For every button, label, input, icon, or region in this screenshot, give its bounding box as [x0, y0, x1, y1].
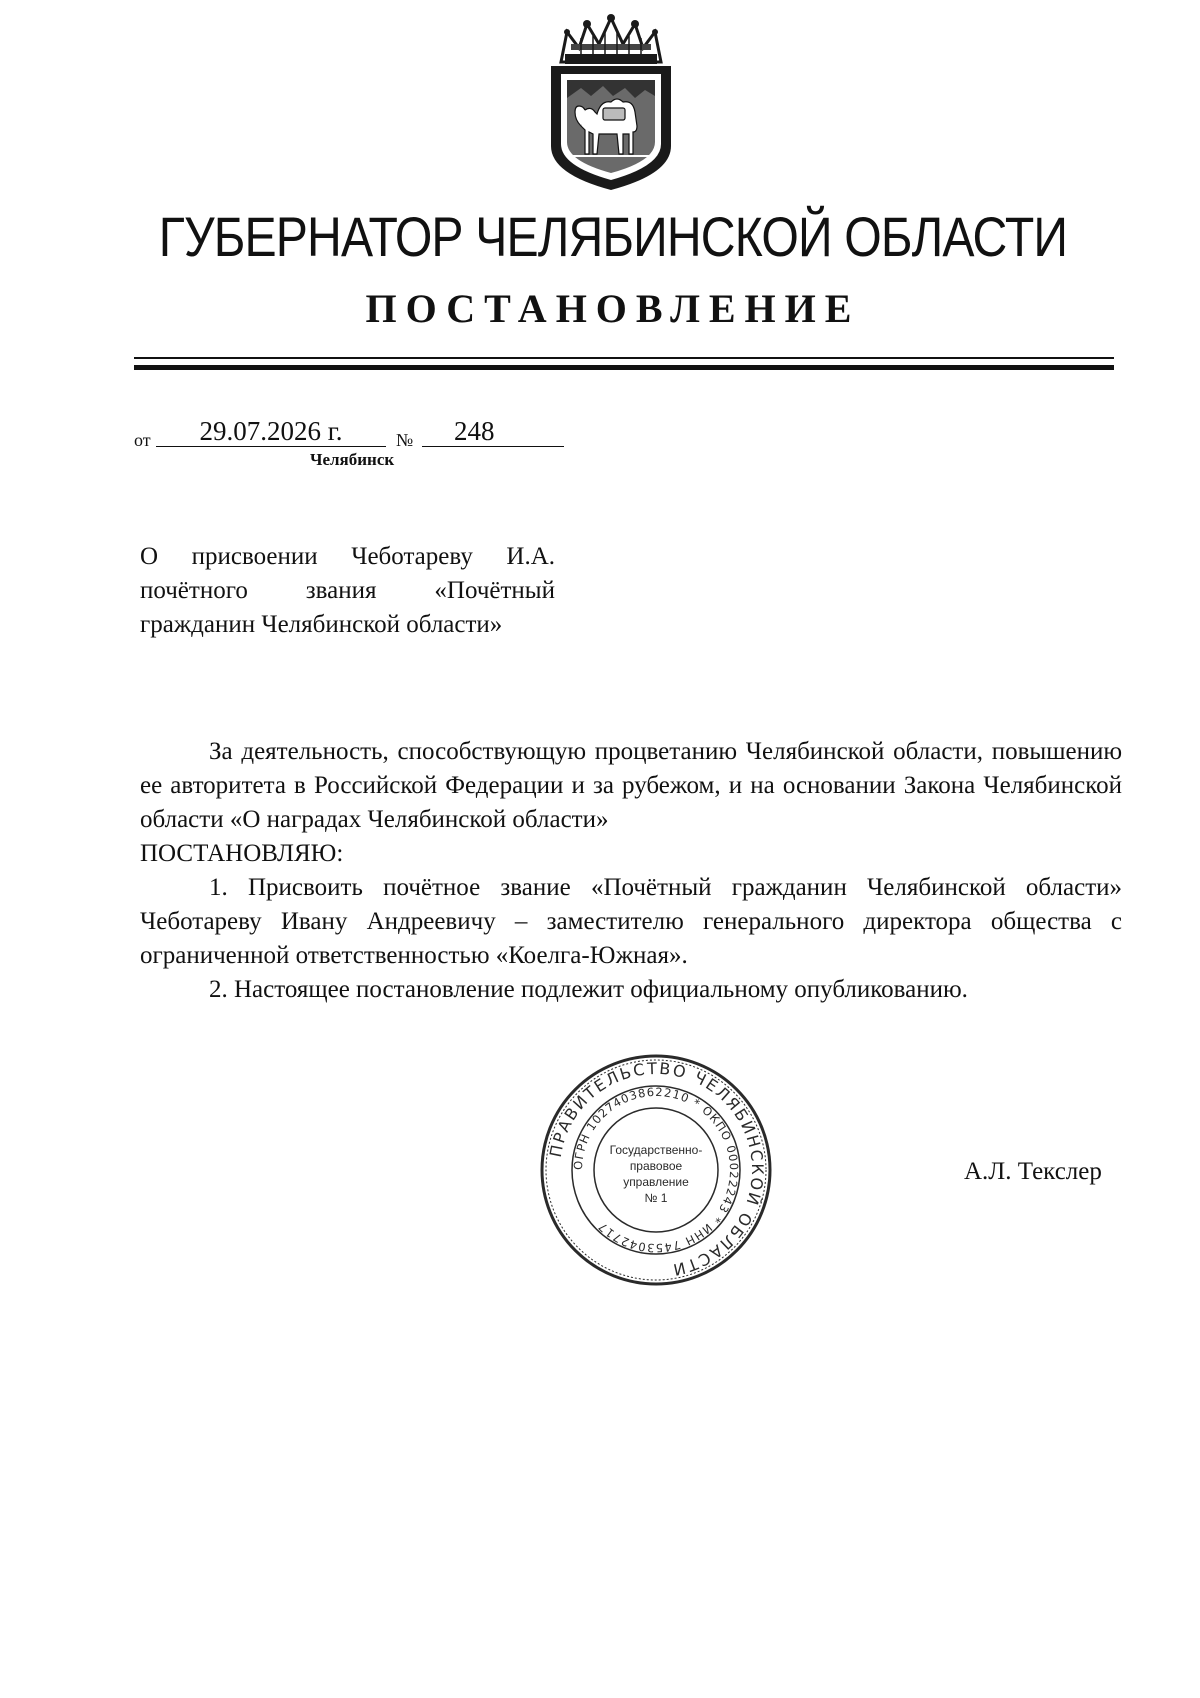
- seal-center-line-3: управление: [623, 1175, 689, 1189]
- document-number: 248: [454, 416, 495, 446]
- date-prefix: от: [134, 430, 151, 450]
- decree-word: ПОСТАНОВЛЯЮ:: [140, 840, 344, 867]
- seal-center-line-1: Государственно-: [609, 1143, 703, 1157]
- seal-inner-text: ОГРН 1027403862210 * ОКПО 00022243 * ИНН 7453042717: [570, 1084, 742, 1256]
- document-type-title: ПОСТАНОВЛЕНИЕ: [365, 286, 861, 331]
- decree-item-2: 2. Настоящее постановление подлежит официальному опубликованию.: [209, 976, 968, 1003]
- number-underline: [422, 446, 564, 447]
- preamble-paragraph: За деятельность, способствующую процветанию Челябинской области, повышению ее авторитета в Российской Федерации и за рубежом, и на основании Закона Челябинской области «О наградах Челябинской области»: [140, 738, 1122, 833]
- official-seal: [536, 1050, 776, 1290]
- document-subject: О присвоении Чеботареву И.А. почётного звания «Почётный гражданин Челябинской области»: [140, 543, 555, 638]
- header-divider-thin: [134, 357, 1114, 359]
- document-date: 29.07.2026 г.: [199, 416, 343, 446]
- seal-center-line-2: правовое: [629, 1159, 683, 1173]
- issue-city: Челябинск: [310, 450, 395, 469]
- decree-item-1: 1. Присвоить почётное звание «Почётный гражданин Челябинской области» Чеботареву Ивану Андреевичу – заместителю генерального директора общества с ограниченной ответственностью «Коелга-Южная».: [140, 874, 1122, 969]
- signatory-name: А.Л. Текслер: [964, 1158, 1102, 1185]
- seal-outer-text: ПРАВИТЕЛЬСТВО ЧЕЛЯБИНСКОЙ ОБЛАСТИ: [545, 1058, 768, 1280]
- issuing-authority-title: ГУБЕРНАТОР ЧЕЛЯБИНСКОЙ ОБЛАСТИ: [158, 205, 1068, 268]
- number-prefix: №: [396, 430, 414, 450]
- document-body: [140, 735, 1122, 1007]
- seal-center-line-4: № 1: [644, 1191, 668, 1205]
- date-underline: [156, 446, 386, 447]
- coat-of-arms-emblem: [541, 14, 681, 196]
- header-divider-thick: [134, 365, 1114, 370]
